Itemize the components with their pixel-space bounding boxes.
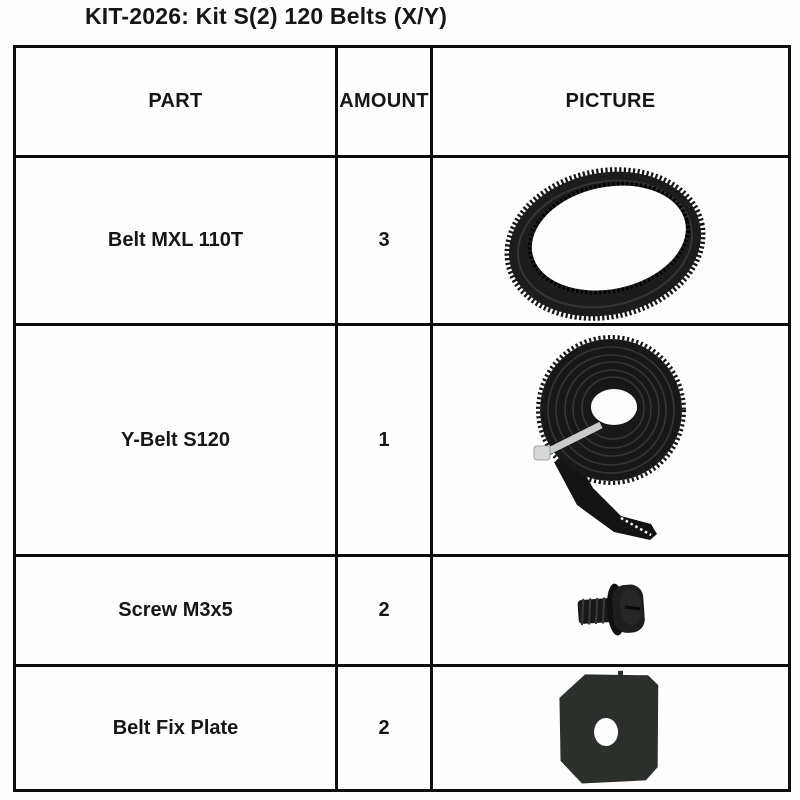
coiled-belt-with-zip-tie-image xyxy=(435,328,787,553)
table-row xyxy=(15,325,790,556)
table-header-row xyxy=(15,47,790,157)
table-row xyxy=(15,157,790,325)
part-name: Belt Fix Plate xyxy=(15,666,337,791)
part-amount: 2 xyxy=(337,666,432,791)
picture-cell xyxy=(432,325,790,556)
parts-table xyxy=(13,45,791,792)
column-header-part: PART xyxy=(15,47,337,157)
picture-cell xyxy=(432,157,790,325)
belt-fix-plate-image xyxy=(435,669,787,788)
page-title: KIT-2026: Kit S(2) 120 Belts (X/Y) xyxy=(85,3,448,29)
part-amount: 1 xyxy=(337,325,432,556)
column-header-picture: PICTURE xyxy=(432,47,790,157)
closed-loop-timing-belt-image xyxy=(435,160,787,322)
column-header-amount: AMOUNT xyxy=(337,47,432,157)
table-row xyxy=(15,556,790,666)
part-amount: 3 xyxy=(337,157,432,325)
picture-cell xyxy=(432,666,790,791)
pan-head-screw-image xyxy=(435,559,787,663)
table-row xyxy=(15,666,790,791)
part-name: Y-Belt S120 xyxy=(15,325,337,556)
part-amount: 2 xyxy=(337,556,432,666)
part-name: Screw M3x5 xyxy=(15,556,337,666)
picture-cell xyxy=(432,556,790,666)
part-name: Belt MXL 110T xyxy=(15,157,337,325)
